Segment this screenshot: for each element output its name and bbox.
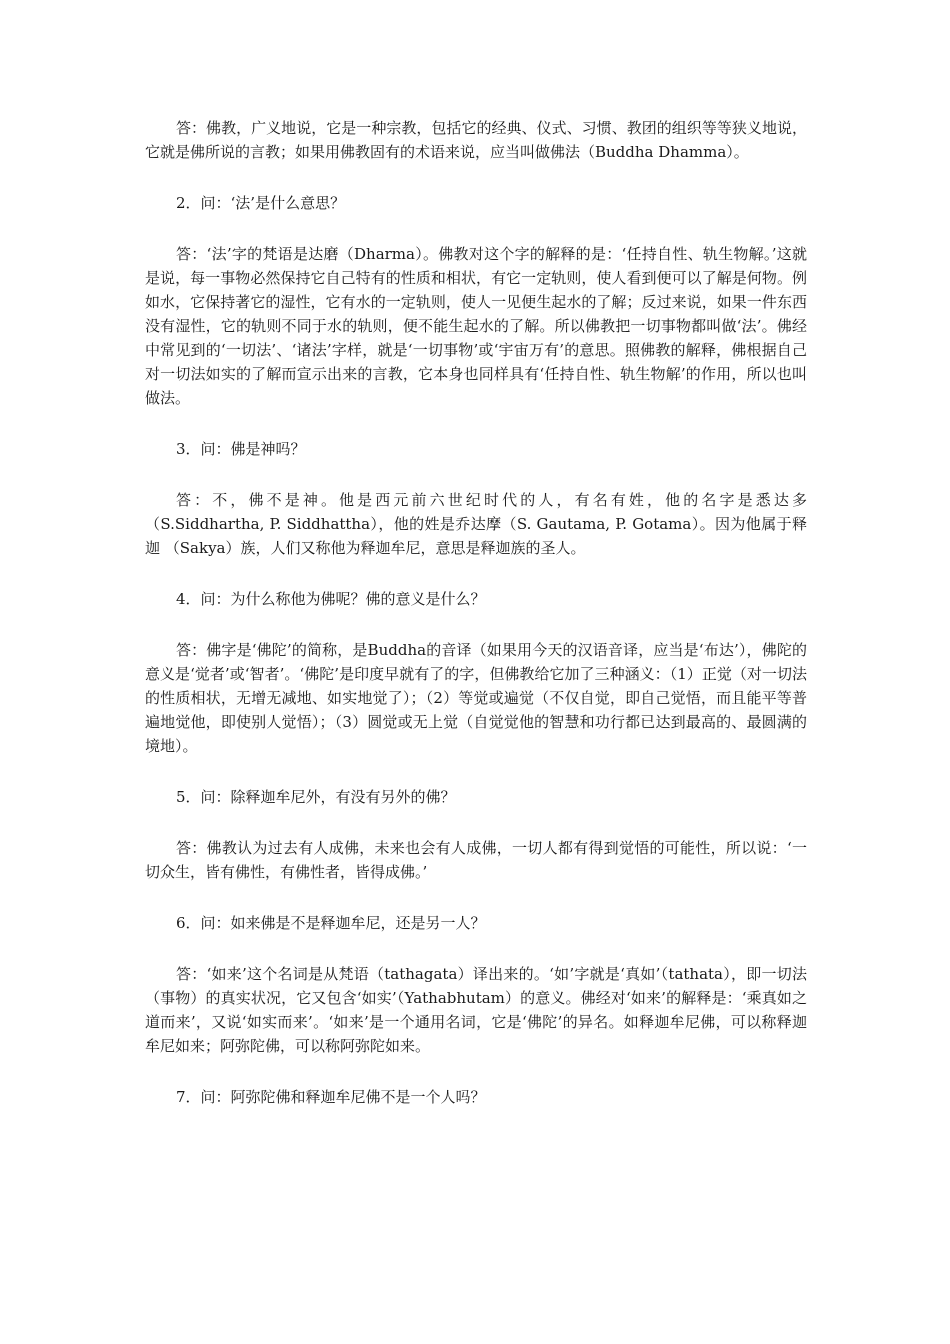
- question-heading: 4．问：为什么称他为佛呢？佛的意义是什么？: [176, 590, 486, 608]
- answer-paragraph: 答：‘法’字的梵语是达磨（Dharma）。佛教对这个字的解释的是：‘任持自性、轨生物解。’这就是说，每一事物必然保持它自己特有的性质和相状，有它一定轨则，使人看到便可以了解是何物。例如水，它保持著它的湿性，它有水的一定轨则，使人一见便生起水的了解；反过来说，如果一件东西没有湿性，它的轨则不同于水的轨则，便不能生起水的了解。所以佛教把一切事物都叫做‘法’。佛经中常见到的‘一切法’、‘诸法’字样，就是‘一切事物’或‘宇宙万有’的意思。照佛教的解释，佛根据自己对一切法如实的了解而宣示出来的言教，它本身也同样具有‘任持自性、轨生物解’的作用，所以也叫做法。: [145, 245, 807, 407]
- question-heading: 6．问：如来佛是不是释迦牟尼，还是另一人？: [176, 914, 486, 932]
- question-heading: 3．问：佛是神吗？: [176, 440, 306, 458]
- question-heading: 5．问：除释迦牟尼外，有没有另外的佛？: [176, 788, 456, 806]
- document-body: [145, 116, 807, 1136]
- answer-paragraph: 答：佛教，广义地说，它是一种宗教，包括它的经典、仪式、习惯、教团的组织等等狭义地说，它就是佛所说的言教；如果用佛教固有的术语来说，应当叫做佛法（Buddha Dhamma）。: [145, 119, 807, 161]
- answer-paragraph: 答：‘如来’这个名词是从梵语（tathagata）译出来的。‘如’字就是‘真如’（tathata），即一切法（事物）的真实状况，它又包含‘如实’（Yathabhutam）的意义。佛经对‘如来’的解释是：‘乘真如之道而来’，又说‘如实而来’。‘如来’是一个通用名词，它是‘佛陀’的异名。如释迦牟尼佛，可以称释迦牟尼如来；阿弥陀佛，可以称阿弥陀如来。: [145, 965, 807, 1055]
- answer-paragraph: 答：佛字是‘佛陀’的简称，是Buddha的音译（如果用今天的汉语音译，应当是‘布达’），佛陀的意义是‘觉者’或‘智者’。‘佛陀’是印度早就有了的字，但佛教给它加了三种涵义：（1）正觉（对一切法的性质相状，无增无减地、如实地觉了）；（2）等觉或遍觉（不仅自觉，即自己觉悟，而且能平等普遍地觉他，即使别人觉悟）；（3）圆觉或无上觉（自觉觉他的智慧和功行都已达到最高的、最圆满的境地）。: [145, 641, 807, 755]
- answer-paragraph: 答：不，佛不是神。他是西元前六世纪时代的人，有名有姓，他的名字是悉达多（S.Siddhartha, P. Siddhattha），他的姓是乔达摩（S. Gautama, P. Gotama）。因为他属于释迦 （Sakya）族，人们又称他为释迦牟尼，意思是释迦族的圣人。: [145, 491, 807, 557]
- question-heading: 2．问：‘法’是什么意思？: [176, 194, 346, 212]
- answer-paragraph: 答：佛教认为过去有人成佛，未来也会有人成佛，一切人都有得到觉悟的可能性，所以说：‘一切众生，皆有佛性，有佛性者，皆得成佛。’: [145, 839, 807, 881]
- question-heading: 7．问：阿弥陀佛和释迦牟尼佛不是一个人吗？: [176, 1088, 486, 1106]
